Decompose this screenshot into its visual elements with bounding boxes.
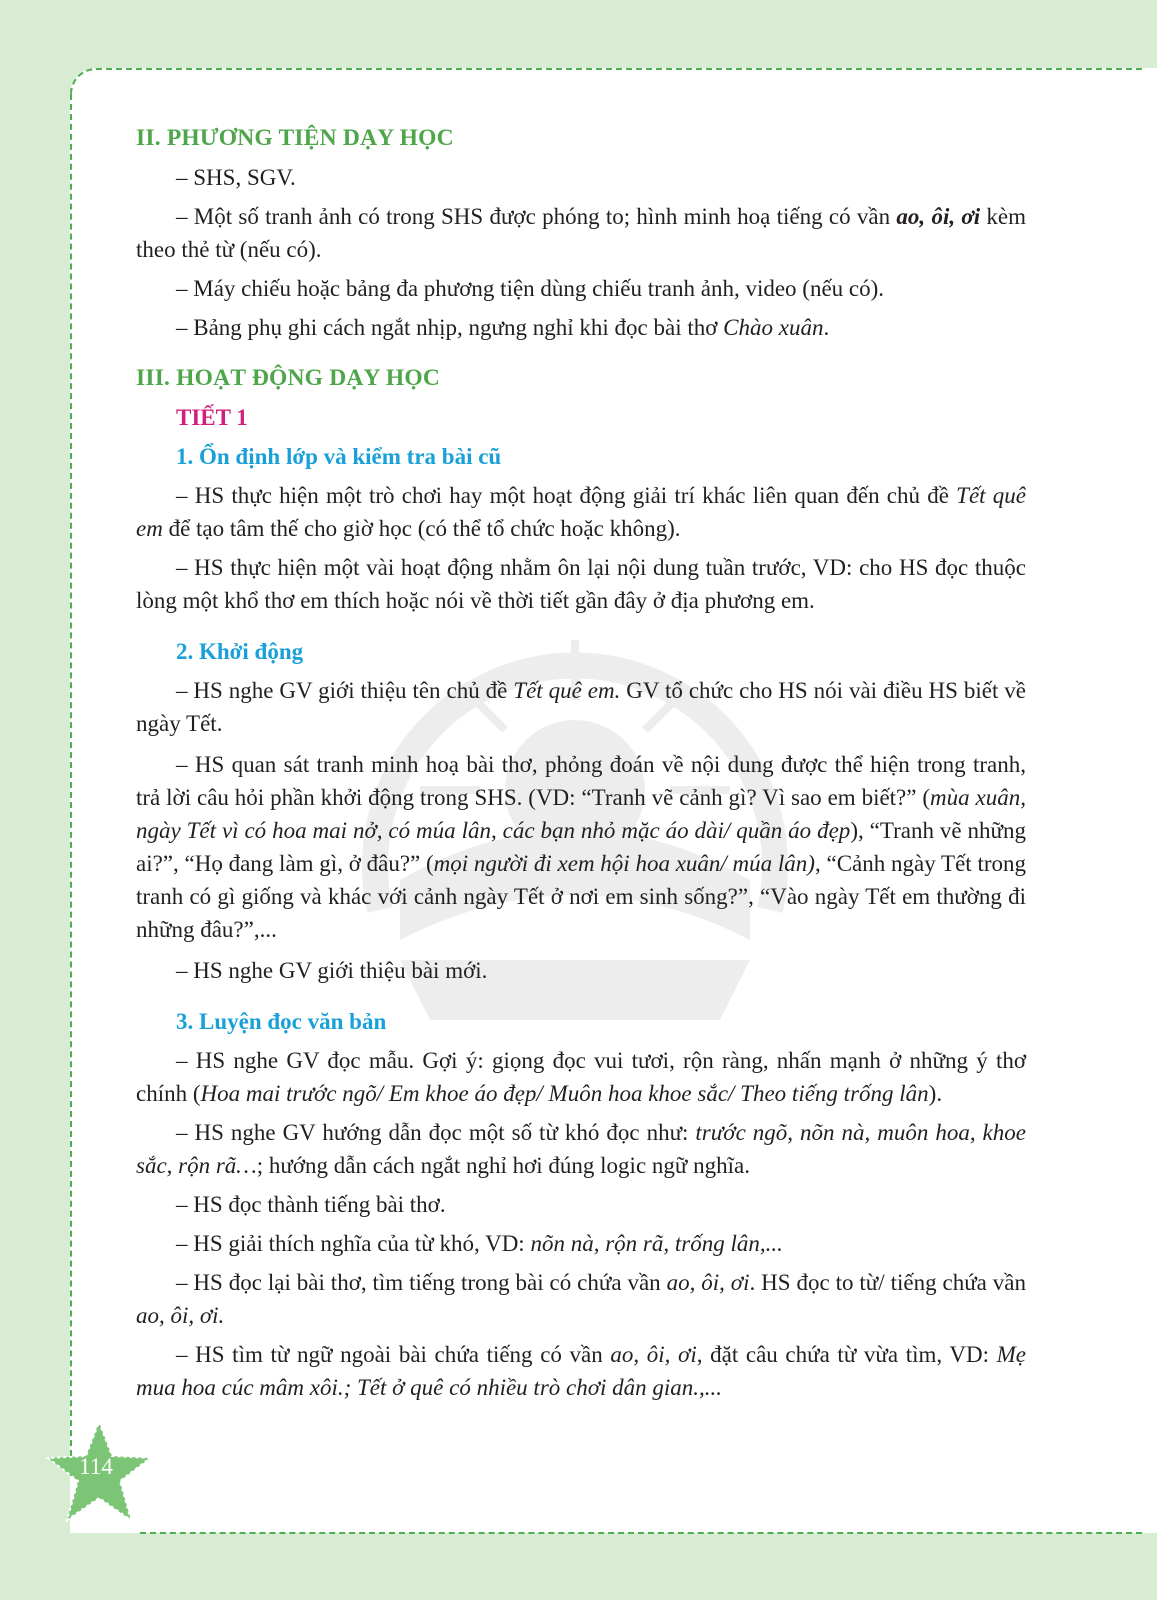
text-run: . bbox=[823, 315, 830, 340]
paragraph bbox=[136, 1338, 1026, 1404]
text-run: ao, ôi, ơi bbox=[610, 1342, 697, 1367]
text-run: ao, ôi, ơi bbox=[666, 1270, 750, 1295]
text-run: – HS nghe GV giới thiệu bài mới. bbox=[176, 958, 488, 983]
text-run: nõn nà, rộn rã, trống lân,... bbox=[530, 1231, 783, 1256]
paragraph bbox=[136, 1266, 1026, 1332]
paragraph bbox=[136, 674, 1026, 740]
border-left bbox=[70, 94, 72, 1476]
text-run: , “Cảnh ngày Tết trong tranh có gì giống và khác với cảnh ngày Tết ở nơi em sinh sống?”, “Vào ngày Tết em thường đi những đâu?”,... bbox=[136, 851, 1027, 942]
text-run: ao, ôi, ơi bbox=[896, 204, 981, 229]
text-run: GV tổ chức cho HS nói vài điều HS biết về ngày Tết. bbox=[136, 678, 1026, 736]
text-run: ; hướng dẫn cách ngắt nghỉ hơi đúng logic ngữ nghĩa. bbox=[256, 1153, 750, 1178]
text-run: trước ngõ, nõn nà, muôn hoa, khoe sắc, rộn rã… bbox=[136, 1120, 1026, 1178]
text-run: – Một số tranh ảnh có trong SHS được phóng to; hình minh hoạ tiếng có vần bbox=[176, 204, 897, 229]
text-run: – HS quan sát tranh minh hoạ bài thơ, phỏng đoán về nội dung được thể hiện trong tranh, trả lời câu hỏi phần khởi động trong SHS. (VD: “Tranh vẽ cảnh gì? Vì sao em biết?” ( bbox=[136, 752, 1026, 810]
text-run: Tết quê em. bbox=[513, 678, 621, 703]
subsection-2-body bbox=[136, 674, 1026, 987]
text-run: – HS nghe GV đọc mẫu. Gợi ý: giọng đọc vui tươi, rộn ràng, nhấn mạnh ở những ý thơ chính ( bbox=[136, 1048, 1026, 1106]
text-run: để tạo tâm thế cho giờ học (có thể tổ chức hoặc không). bbox=[162, 516, 681, 541]
subsection-3-heading: 3. Luyện đọc văn bản bbox=[176, 1009, 387, 1034]
paragraph bbox=[136, 551, 1026, 617]
text-run: , đặt câu chứa từ vừa tìm, VD: bbox=[696, 1342, 997, 1367]
paragraph bbox=[136, 272, 1026, 305]
text-run: – Bảng phụ ghi cách ngắt nhịp, ngưng nghỉ khi đọc bài thơ bbox=[176, 315, 724, 340]
section-ii-body bbox=[136, 161, 1026, 344]
subsection-1-heading: 1. Ổn định lớp và kiểm tra bài cũ bbox=[176, 444, 502, 469]
paragraph bbox=[136, 311, 1026, 344]
text-run: ao, ôi, ơi. bbox=[136, 1303, 225, 1328]
text-run: ), “Tranh vẽ những ai?”, “Họ đang làm gì, ở đâu?” ( bbox=[136, 818, 1026, 876]
page-number: 114 bbox=[79, 1454, 113, 1479]
tiet-heading: TIẾT 1 bbox=[176, 405, 248, 430]
text-run: mọi người đi xem hội hoa xuân/ múa lân) bbox=[433, 851, 815, 876]
text-run: . HS đọc to từ/ tiếng chứa vần bbox=[749, 1270, 1027, 1295]
paragraph bbox=[136, 1227, 1026, 1260]
text-run: – HS nghe GV giới thiệu tên chủ đề bbox=[176, 678, 514, 703]
border-top bbox=[96, 68, 1142, 70]
text-run: – HS nghe GV hướng dẫn đọc một số từ khó đọc như: bbox=[176, 1120, 696, 1145]
paragraph bbox=[136, 748, 1026, 946]
page-number-badge bbox=[46, 1420, 152, 1526]
text-run: – HS giải thích nghĩa của từ khó, VD: bbox=[176, 1231, 531, 1256]
text-run: – HS thực hiện một vài hoạt động nhằm ôn lại nội dung tuần trước, VD: cho HS đọc thuộc lòng một khổ thơ em thích hoặc nói về thời tiết gần đây ở địa phương em. bbox=[136, 555, 1026, 613]
border-corner bbox=[70, 68, 98, 96]
document-body bbox=[136, 122, 1026, 1404]
section-ii-heading: II. PHƯƠNG TIỆN DẠY HỌC bbox=[136, 125, 454, 151]
text-run: ). bbox=[928, 1081, 943, 1106]
paragraph bbox=[136, 200, 1026, 266]
paragraph bbox=[136, 161, 1026, 194]
subsection-3-body bbox=[136, 1044, 1026, 1404]
text-run: Mẹ mua hoa cúc mâm xôi.; Tết ở quê có nhiều trò chơi dân gian.,... bbox=[136, 1342, 1026, 1400]
paragraph bbox=[136, 954, 1026, 987]
subsection-2-heading: 2. Khởi động bbox=[176, 639, 304, 664]
text-run: – Máy chiếu hoặc bảng đa phương tiện dùng chiếu tranh ảnh, video (nếu có). bbox=[176, 276, 885, 301]
text-run: – HS đọc lại bài thơ, tìm tiếng trong bài có chứa vần bbox=[176, 1270, 667, 1295]
text-run: Tết quê em bbox=[136, 483, 1026, 541]
paragraph bbox=[136, 479, 1026, 545]
text-run: Hoa mai trước ngõ/ Em khoe áo đẹp/ Muôn hoa khoe sắc/ Theo tiếng trống lân bbox=[200, 1081, 929, 1106]
text-run: Chào xuân bbox=[723, 315, 824, 340]
text-run: – HS tìm từ ngữ ngoài bài chứa tiếng có vần bbox=[176, 1342, 611, 1367]
text-run: mùa xuân, ngày Tết vì có hoa mai nở, có múa lân, các bạn nhỏ mặc áo dài/ quần áo đẹp bbox=[136, 785, 1026, 843]
text-run: kèm theo thẻ từ (nếu có). bbox=[136, 204, 1026, 262]
paragraph bbox=[136, 1188, 1026, 1221]
subsection-1-body bbox=[136, 479, 1026, 617]
text-run: – HS thực hiện một trò chơi hay một hoạt động giải trí khác liên quan đến chủ đề bbox=[176, 483, 957, 508]
paragraph bbox=[136, 1116, 1026, 1182]
section-iii-heading: III. HOẠT ĐỘNG DẠY HỌC bbox=[136, 365, 441, 391]
paragraph bbox=[136, 1044, 1026, 1110]
border-bottom bbox=[140, 1532, 1142, 1534]
text-run: – HS đọc thành tiếng bài thơ. bbox=[176, 1192, 446, 1217]
text-run: – SHS, SGV. bbox=[176, 165, 296, 190]
